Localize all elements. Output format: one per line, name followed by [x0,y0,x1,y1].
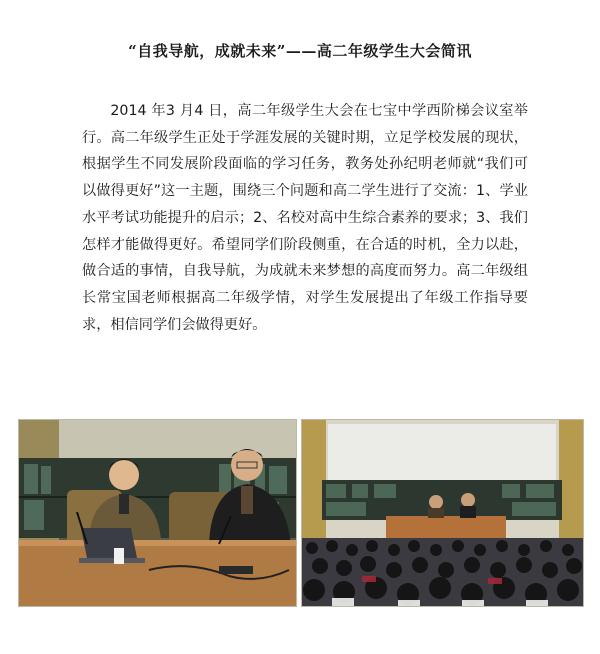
article-title: “自我导航，成就未来”——高二年级学生大会简讯 [128,42,472,60]
article-paragraph: 2014 年3 月4 日，高二年级学生大会在七宝中学西阶梯会议室举行。高二年级学生正处于学涯发展的关键时期，立足学校发展的现状，根据学生不同发展阶段面临的学习任务，教务处孙纪明老师就“我们可以做得更好”这一主题，围绕三个问题和高二学生进行了交流：1、学业水平考试功能提升的启示；2、名校对高中生综合素养的要求；3、我们怎样才能做得更好。希望同学们阶段侧重，在合适的时机，全力以赴，做合适的事情，自我导航，为成就未来梦想的高度而努力。高二年级组长常宝国老师根据高二年级学情，对学生发展提出了年级工作指导要求，相信同学们会做得更好。 [82,103,528,333]
speakers-photo-illustration [19,420,296,606]
lecture-hall-audience-photo [301,419,584,607]
speakers-at-podium-photo [18,419,297,607]
lecture-hall-photo-illustration [302,420,583,606]
article-body [82,98,528,338]
